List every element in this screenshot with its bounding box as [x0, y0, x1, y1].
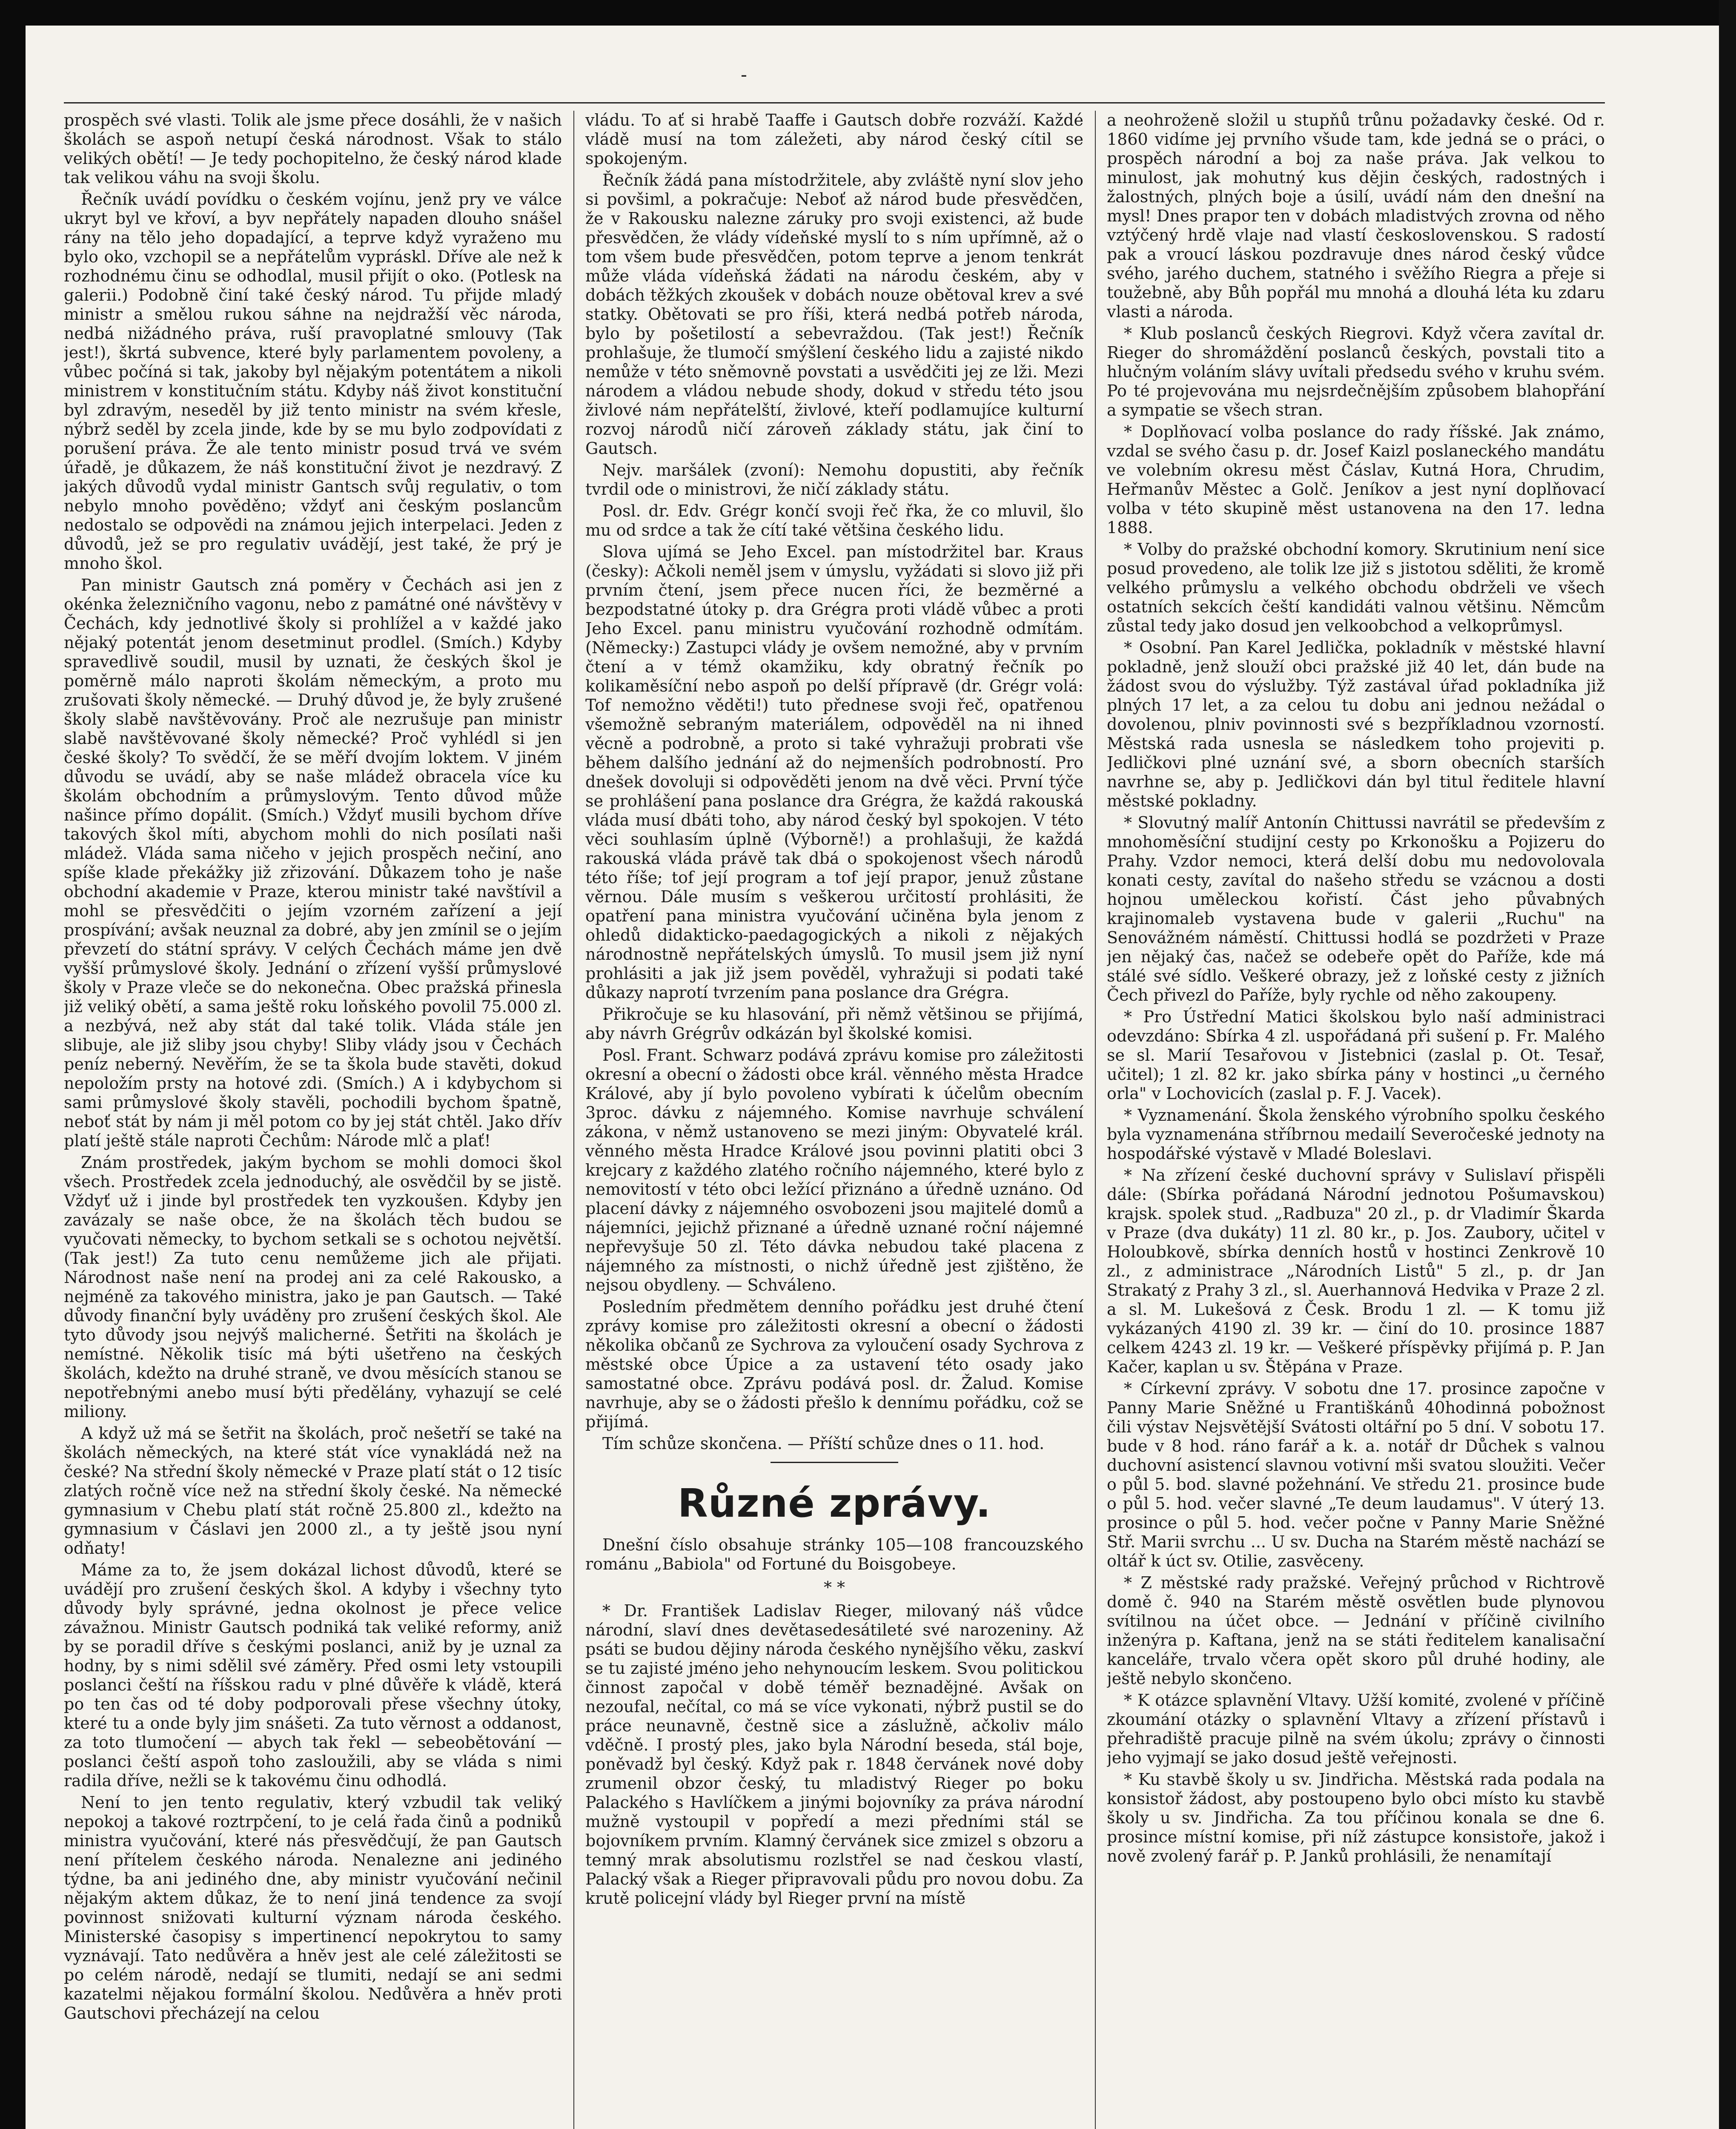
column-divider-2: [1095, 111, 1096, 2129]
scan-border-left: [0, 0, 26, 2129]
paragraph: * Církevní zprávy. V sobotu dne 17. prosince započne v Panny Marie Sněžné u Františkánů 40hodinná pobožnost čili výstav Nejsvětější Svátosti oltářní po 5 dní. V sobotu 17. bude v 8 hod. ráno farář a k. a. notář dr Důchek s valnou duchovní asistencí slavnou votivní mši svatou sloužiti. Večer o půl 5. bod. slavné požehnání. Ve středu 21. prosince bude o půl 5. hod. večer slavné „Te deum laudamus". V úterý 13. prosince o půl 5. hod. večer počne v Panny Marie Sněžné Stř. Marii svrchu ... U sv. Ducha na Starém městě nachází se oltář k úct sv. Otilie, zasvěceny.: [1107, 1379, 1605, 1570]
paragraph: Posl. Frant. Schwarz podává zprávu komise pro záležitosti okresní a obecní o žádosti obce král. věnného města Hradce Králové, aby jí bylo povoleno vybírati k účelům obecním 3proc. dávku z nájemného. Komise navrhuje schválení zákona, v němž ustanoveno se mezi jiným: Obyvatelé král. věnného města Hradce Králové jsou povinni platiti obci 3 krejcary z každého zlatého ročního nájemného, které bylo z nemovitostí v této obci ležící přiznáno a úředně uznáno. Od placení dávky z nájemného osvobozeni jsou majitelé domů a nájemníci, jejichž přiznané a úředně uznané roční nájemné nepřevyšuje 50 zl. Této dávka nebudou také placena z nájemného za místnosti, o nichž úředně jest zjištěno, že nejsou obydleny. — Schváleno.: [585, 1046, 1083, 1294]
column-2: [585, 111, 1083, 2129]
column-divider-1: [573, 111, 574, 2129]
paragraph: * Na zřízení české duchovní správy v Sulislaví přispěli dále: (Sbírka pořádaná Národní jednotou Pošumavskou) krajsk. spolek stud. „Radbuza" 20 zl., p. dr Vladimír Škarda v Praze (dva dukáty) 11 zl. 80 kr., p. Jos. Zaubory, učitel v Holoubkově, sbírka denních hostů v hostinci Zenkrově 10 zl., z administrace „Národních Listů" 5 zl., p. dr Jan Strakatý z Prahy 3 zl., sl. Auerhannová Hedvika v Praze 2 zl. a sl. M. Lukešová z Česk. Brodu 1 zl. — K tomu již vykázaných 4190 zl. 39 kr. — činí do 10. prosince 1887 celkem 4243 zl. 19 kr. — Veškeré příspěvky přijímá p. P. Jan Kačer, kaplan u sv. Štěpána v Praze.: [1107, 1166, 1605, 1376]
paragraph: Řečník žádá pana místodržitele, aby zvláště nyní slov jeho si povšiml, a pokračuje: Neboť až národ bude přesvědčen, že v Rakousku nalezne záruky pro svoji existenci, až bude přesvědčen, že vlády vídeňské myslí to s ním upřímně, až o tom všem bude přesvědčen, potom teprve a jenom tenkrát může vláda vídeňská žádati na národu českém, aby v dobách těžkých zkoušek v dobách nouze obětoval krev a své statky. Obětovati se pro říši, která nedbá potřeb národa, bylo by pošetilostí a sebevraždou. (Tak jest!) Řečník prohlašuje, že tlumočí smýšlení českého lidu a zajisté nikdo nemůže v této sněmovně povstati a usvědčiti jej ze lži. Mezi národem a vládou nebude shody, dokud v středu této jsou živlové nám nepřátelští, živlové, kteří podlamujíce kulturní rozvoj národů ničí zároveň základy státu, jak činí to Gautsch.: [585, 171, 1083, 458]
paragraph: * K otázce splavnění Vltavy. Užší komité, zvolené v příčině zkoumání otázky o splavnění Vltavy a zřízení přístavů i přehradiště pracuje pilně na svém úkolu; zprávy o činnosti jeho vyjmají se jako dosud ještě veřejnosti.: [1107, 1691, 1605, 1767]
top-rule: [64, 102, 1605, 103]
newspaper-page: [64, 94, 1605, 2129]
paragraph: prospěch své vlasti. Tolik ale jsme přece dosáhli, že v našich školách se aspoň netupí česká národnost. Však to stálo velikých obětí! — Je tedy pochopitelno, že český národ klade tak velikou váhu na svoji školu.: [64, 111, 562, 187]
column-3: [1107, 111, 1605, 2129]
paragraph: * Volby do pražské obchodní komory. Skrutinium není sice posud provedeno, ale tolik lze již s jistotou sděliti, že kromě velkého průmyslu a velkého obchodu obdrželi ve všech ostatních sekcích čeští kandidáti valnou většinu. Němcům zůstal tedy jako dosud jen velkoobchod a velkoprůmysl.: [1107, 540, 1605, 635]
paragraph: Dnešní číslo obsahuje stránky 105—108 francouzského románu „Babiola" od Fortuné du Boisgobeye.: [585, 1535, 1083, 1573]
paragraph: Máme za to, že jsem dokázal lichost důvodů, které se uvádějí pro zrušení českých škol. A kdyby i všechny tyto důvody byly správné, jedna okolnost je přece velice závažnou. Ministr Gautsch podniká tak veliké reformy, aniž by se poradil dříve s českými poslanci, aniž by je uznal za hodny, by s nimi sdělil své záměry. Před osmi lety vstoupili poslanci čeští na říšskou radu v plné důvěře k vládě, která po ten čas od té doby podporovali přese všechny útoky, které tu a onde byly jim snášeti. Za tuto věrnost a oddanost, za toto tlumočení — abych tak řekl — sebeobětování — poslanci čeští aspoň toho zasloužili, aby se vláda s nimi radila dříve, nežli se k takovému činu odhodlá.: [64, 1561, 562, 1790]
paragraph: Slova ujímá se Jeho Excel. pan místodržitel bar. Kraus (česky): Ačkoli neměl jsem v úmyslu, vyžádati si slovo již při prvním čtení, jsem přece nucen říci, že bezměrné a bezpodstatné útoky p. dra Grégra proti vládě vůbec a proti Jeho Excel. panu ministru vyučování rozhodně odmítám. (Německy:) Zastupci vlády je ovšem nemožné, aby v prvním čtení a v témž okamžiku, kdy obratný řečník po kolikaměsíční nebo aspoň po delší přípravě (dr. Grégr volá: Tof nemožno věděti!) tuto přednese svoji řeč, opatřenou všemožně sebraným materiálem, odpověděl na ni ihned věcně a podrobně, a proto si také vyhražuji probrati vše během dalšího jednání až do nejmenších podrobností. Pro dnešek dovoluji si odpověděti jenom na dvě věci. První týče se prohlášení pana poslance dra Grégra, že každá rakouská vláda musí dbáti toho, aby národ český byl spokojen. V této věci souhlasím úplně (Výborně!) a prohlašuji, že každá rakouská vláda právě tak dbá o spokojenost všech národů této říše; tof její program a tof její prapor, jenuž zůstane věrnou. Dále musím s veškerou určitostí prohlásiti, že opatření pana ministra vyučování učiněna byla jenom z ohledů didakticko-paedagogických a nikoli z nějakých národnostně nepřátelských úmyslů. To musil jsem již nyní prohlásiti a jak již jsem pověděl, vyhražuji si podati také důkazy naprotí tvrzením pana poslance dra Grégra.: [585, 542, 1083, 1002]
paragraph: * Slovutný malíř Antonín Chittussi navrátil se především z mnohoměsíční studijní cesty po Krkonošku a Pojizeru do Prahy. Vzdor nemoci, která delší dobu mu nedovolovala konati cesty, zavítal do našeho středu se vzácnou a dosti hojnou uměleckou kořistí. Část jeho půvabných krajinomaleb vystavena bude v galerii „Ruchu" na Senovážném náměstí. Chittussi hodlá se pozdržeti v Praze jen nějaký čas, načež se odebeře opět do Paříže, kde má stálé své sídlo. Veškeré obrazy, jež z loňské cesty z jižních Čech přivezl do Paříže, byly rychle od něho zakoupeny.: [1107, 813, 1605, 1004]
paragraph: Posledním předmětem denního pořádku jest druhé čtení zprávy komise pro záležitosti okresní a obecní o žádosti několika občanů ze Sychrova za vyloučení osady Sychrova z městské obce Úpice a za ustavení této osady jako samostatné obce. Zprávu podává posl. dr. Žalud. Komise navrhuje, aby se o žádosti přešlo k dennímu pořádku, což se přijímá.: [585, 1297, 1083, 1431]
paragraph: Znám prostředek, jakým bychom se mohli domoci škol všech. Prostředek zcela jednoduchý, ale osvědčil by se jistě. Vždyť už i jinde byl prostředek ten vyzkoušen. Kdyby jen zavázaly se naše obce, že na školách těch budou se vyučovati německy, to bychom setkali se s ochotou největší. (Tak jest!) Za tuto cenu nemůžeme jich ale přijati. Národnost naše není na prodej ani za celé Rakousko, a nejméně za takového ministra, jako je pan Gautsch. — Také důvody finanční byly uváděny pro zrušení českých škol. Ale tyto důvody jsou nejvýš malicherné. Šetřiti na školách je nemístné. Několik tisíc má býti ušetřeno na českých školách, kdežto na druhé straně, ve dvou měsících stanou se nepotřebnými anebo musí býti předělány, vyhazují se celé miliony.: [64, 1153, 562, 1421]
column-1: [64, 111, 562, 2129]
paragraph: A když už má se šetřit na školách, proč nešetří se také na školách německých, na které stát více vynakládá než na české? Na střední školy německé v Praze platí stát o 12 tisíc zlatých ročně více než na střední školy české. Na německé gymnasium v Chebu platí stát ročně 25.800 zl., kdežto na gymnasium v Čáslavi jen 2000 zl., a ty ještě jsou nyní odňaty!: [64, 1424, 562, 1558]
paragraph: vládu. To ať si hrabě Taaffe i Gautsch dobře rozváží. Každé vládě musí na tom záležeti, aby národ český cítil se spokojeným.: [585, 111, 1083, 168]
paragraph: * Ku stavbě školy u sv. Jindřicha. Městská rada podala na konsistoř žádost, aby postoupeno bylo obci místo ku stavbě školy u sv. Jindřicha. Za tou příčinou konala se dne 6. prosince místní komise, při níž zástupce konsistoře, jakož i nově zvolený farář p. P. Janků prohlásili, že nenamítají: [1107, 1770, 1605, 1865]
paragraph: * Dr. František Ladislav Rieger, milovaný náš vůdce národní, slaví dnes devětasedesátileté své narozeniny. Až psáti se budou dějiny národa českého nynějšího věku, zaskví se tu zajisté jméno jeho nehynoucím leskem. Svou politickou činnost započal v době téměř beznadějné. Avšak on nezoufal, nečítal, co má se více vykonati, nýbrž pustil se do práce neunavně, čestně sice a záslužně, ačkoliv málo vděčně. I prostý ples, jako byla Národní beseda, stál boje, poněvadž byl český. Když pak r. 1848 červánek nové doby zrumenil obzor český, tu mladistvý Rieger po boku Palackého s Havlíčkem a jinými bojovníky za práva národní mužně vystoupil v popředí a mezi předními stál se bojovníkem prvním. Klamný červánek sice zmizel s obzoru a temný mrak absolutismu rozlstřel se nad českou vlastí, Palacký však a Rieger připravovali půdu pro novou dobu. Za krutě policejní vlády byl Rieger první na místě: [585, 1601, 1083, 1908]
scan-border-top: [0, 0, 1736, 26]
paragraph: a neohroženě složil u stupňů trůnu požadavky české. Od r. 1860 vidíme jej prvního všude tam, kde jedná se o práci, o prospěch národní a boj za naše práva. Jak velkou to minulost, jak mohutný kus dějin českých, radostných i žalostných, plných boje a úsilí, uvádí nám den dnešní na mysl! Dnes prapor ten v dobách mladistvých zrovna od něho vztýčený hrdě vlaje nad vlastí československou. S radostí pak a vroucí láskou pozdravuje dnes národ český vůdce svého, jarého duchem, statného i svěžího Riegra a přeje si toužebně, aby Bůh popřál mu mnohá a dlouhá léta ku zdaru vlasti a národa.: [1107, 111, 1605, 321]
paragraph: * Klub poslanců českých Riegrovi. Když včera zavítal dr. Rieger do shromáždění poslanců českých, povstali tito a hlučným voláním slávy uvítali předsedu svého v kruhu svém. Po té projevována mu nejsrdečnějším způsobem blahopřání a sympatie se všech stran.: [1107, 324, 1605, 419]
paragraph: Nejv. maršálek (zvoní): Nemohu dopustiti, aby řečník tvrdil ode o ministrovi, že ničí základy státu.: [585, 461, 1083, 499]
paragraph: Tím schůze skončena. — Příští schůze dnes o 11. hod.: [602, 1434, 1045, 1453]
scan-border-right: [1719, 0, 1736, 2129]
asterism: * *: [823, 1578, 845, 1597]
paragraph: Posl. dr. Edv. Grégr končí svoji řeč řka, že co mluvil, šlo mu od srdce a tak že cítí také většina českého lidu.: [585, 502, 1083, 539]
paragraph: * Osobní. Pan Karel Jedlička, pokladník v městské hlavní pokladně, jenž slouží obci pražské již 40 let, dán bude na žádost svou do výslužby. Týž zastával úřad pokladníka již plných 17 let, a za celou tu dobu ani jednou nežádal o dovolenou, plniv povinnosti své s bezpříkladnou vzorností. Městská rada usnesla se následkem toho projeviti p. Jedličkovi plné uznání své, a sborn obecních starších navrhne se, aby p. Jedličkovi dán byl titul ředitele hlavní městské pokladny.: [1107, 638, 1605, 810]
page-marker: -: [741, 64, 747, 86]
paragraph: * Doplňovací volba poslance do rady říšské. Jak známo, vzdal se svého času p. dr. Josef Kaizl poslaneckého mandátu ve volebním okresu měst Čáslav, Kutná Hora, Chrudim, Heřmanův Městec a Golč. Jeníkov a jest nyní doplňovací volba v této skupině měst ustanovena na den 17. ledna 1888.: [1107, 422, 1605, 537]
paragraph: * Pro Ústřední Matici školskou bylo naší administraci odevzdáno: Sbírka 4 zl. uspořádaná při sušení p. Fr. Malého se sl. Marií Tesařovou v Jistebnici (zaslal p. Ot. Tesař, učitel); 1 zl. 82 kr. jako sbírka pány v hostinci „u černého orla" v Lochovicích (zaslal p. F. J. Vacek).: [1107, 1007, 1605, 1103]
paragraph: Přikročuje se ku hlasování, při němž většinou se přijímá, aby návrh Grégrův odkázán byl školské komisi.: [585, 1005, 1083, 1043]
paragraph: * Vyznamenání. Škola ženského výrobního spolku českého byla vyznamenána stříbrnou medailí Severočeské jednoty na hospodářské výstavě v Mladé Boleslavi.: [1107, 1106, 1605, 1163]
paragraph: Řečník uvádí povídku o českém vojínu, jenž pry ve válce ukryt byl ve křoví, a byv nepřátely napaden dlouho snášel rány na tělo jeho dopadající, a teprve když vyraženo mu bylo oko, vzchopil se a nepřátelům vypráskl. Dříve ale než k rozhodnému činu se odhodlal, musil přijít o oko. (Potlesk na galerii.) Podobně činí také český národ. Tu přijde mladý ministr a smělou rukou sáhne na nejdražší věc národa, nedbá nižádného práva, ruší pravoplatné smlouvy (Tak jest!), škrtá subvence, které byly parlamentem povoleny, a vůbec počíná si tak, jakoby byl nějakým potentátem a nikoli ministrem v konstitučním státu. Kdyby náš život konstituční byl zdravým, neseděl by již tento ministr na svém křesle, nýbrž seděl by zcela jinde, kde by se mu bylo zodpovídati z porušení práva. Že ale tento ministr posud trvá ve svém úřadě, je důkazem, že náš konstituční život je nezdravý. Z jakých důvodů vydal ministr Gantsch svůj regulativ, o tom nebylo mnoho pověděno; vždyť ani českým poslancům nedostalo se odpovědi na známou jejich interpelaci. Jeden z důvodů, jež se pro regulativ uvádějí, jest také, že prý je mnoho škol.: [64, 190, 562, 573]
paragraph: * Z městské rady pražské. Veřejný průchod v Richtrově domě č. 940 na Starém městě osvětlen bude plynovou svítilnou na účet obce. — Jednání v příčině civilního inženýra p. Kaftana, jenž na se státi ředitelem kanalisační kanceláře, trvalo včera opět skoro půl druhé hodiny, ale ještě nebylo skončeno.: [1107, 1573, 1605, 1688]
section-rule: [771, 1462, 898, 1463]
paragraph: Není to jen tento regulativ, který vzbudil tak veliký nepokoj a takové roztrpčení, to je celá řada činů a podniků ministra vyučování, které nás přesvědčují, že pan Gautsch není přítelem českého národa. Nenalezne ani jediného týdne, ba ani jediného dne, aby ministr vyučování nečinil nějakým aktem důkaz, že to není jiná tendence za svojí povinnost snižovati kulturní význam národa českého. Ministerské časopisy s impertinencí nepokrytou to samy vyznávají. Tato nedůvěra a hněv jest ale celé záležitosti se po celém národě, nedají se tlumiti, nedají se ani sedmi kazatelmi nějakou formální školou. Nedůvěra a hněv proti Gautschovi přecházejí na celou: [64, 1793, 562, 2023]
paragraph: Pan ministr Gautsch zná poměry v Čechách asi jen z okénka železničního vagonu, nebo z památné oné návštěvy v Čechách, kdy jednotlivé školy si prohlížel a v každé jako nějaký potentát jenom desetminut prodlel. (Smích.) Kdyby spravedlivě soudil, musil by uznati, že českých škol je poměrně málo naproti školám německým, a proto mu zrušovati školy německé. — Druhý důvod je, že byly zrušené školy slabě navštěvovány. Proč ale nezrušuje pan ministr slabě navštěvované školy německé? Proč vyhlédl si jen české školy? To svědčí, že se měří dvojím loktem. V jiném důvodu se uvádí, aby se naše mládež obracela více ku školám obchodním a průmyslovým. Tento důvod může našince přímo dopálit. (Smích.) Vždyť musili bychom dříve takových škol míti, abychom mohli do nich posílati naši mládež. Vláda sama ničeho v jejich prospěch nečiní, ano spíše klade překážky již zřizování. Důkazem toho je naše obchodní akademie v Praze, kterou ministr také navštívil a mohl se přesvědčiti o jejím vzorném zařízení a její prospívání; avšak neuznal za dobré, aby jen zmínil se o jejím převzetí do státní správy. V celých Čechách máme jen dvě vyšší průmyslové školy. Jednání o zřízení vyšší průmyslové školy v Praze vleče se do nekonečna. Obec pražská přinesla již veliký obětí, a sama ještě roku loňského povolil 75.000 zl. a nezbývá, než aby stát dal také tolik. Vláda stále jen slibuje, ale již sliby jsou chyby! Sliby vlády jsou v Čechách peníz neberný. Nevěřím, že se ta škola bude stavěti, dokud nepoložím prsty na hotové zdi. (Smích.) A i kdybychom si sami průmyslové školy stavěli, pochodili bychom špatně, neboť stát by nám ji měl potom co by jej stát chtěl. Jako dřív platí ještě stále naproti Čechům: Národe mlč a plať!: [64, 576, 562, 1150]
section-heading: Různé zprávy.: [677, 1481, 991, 1526]
